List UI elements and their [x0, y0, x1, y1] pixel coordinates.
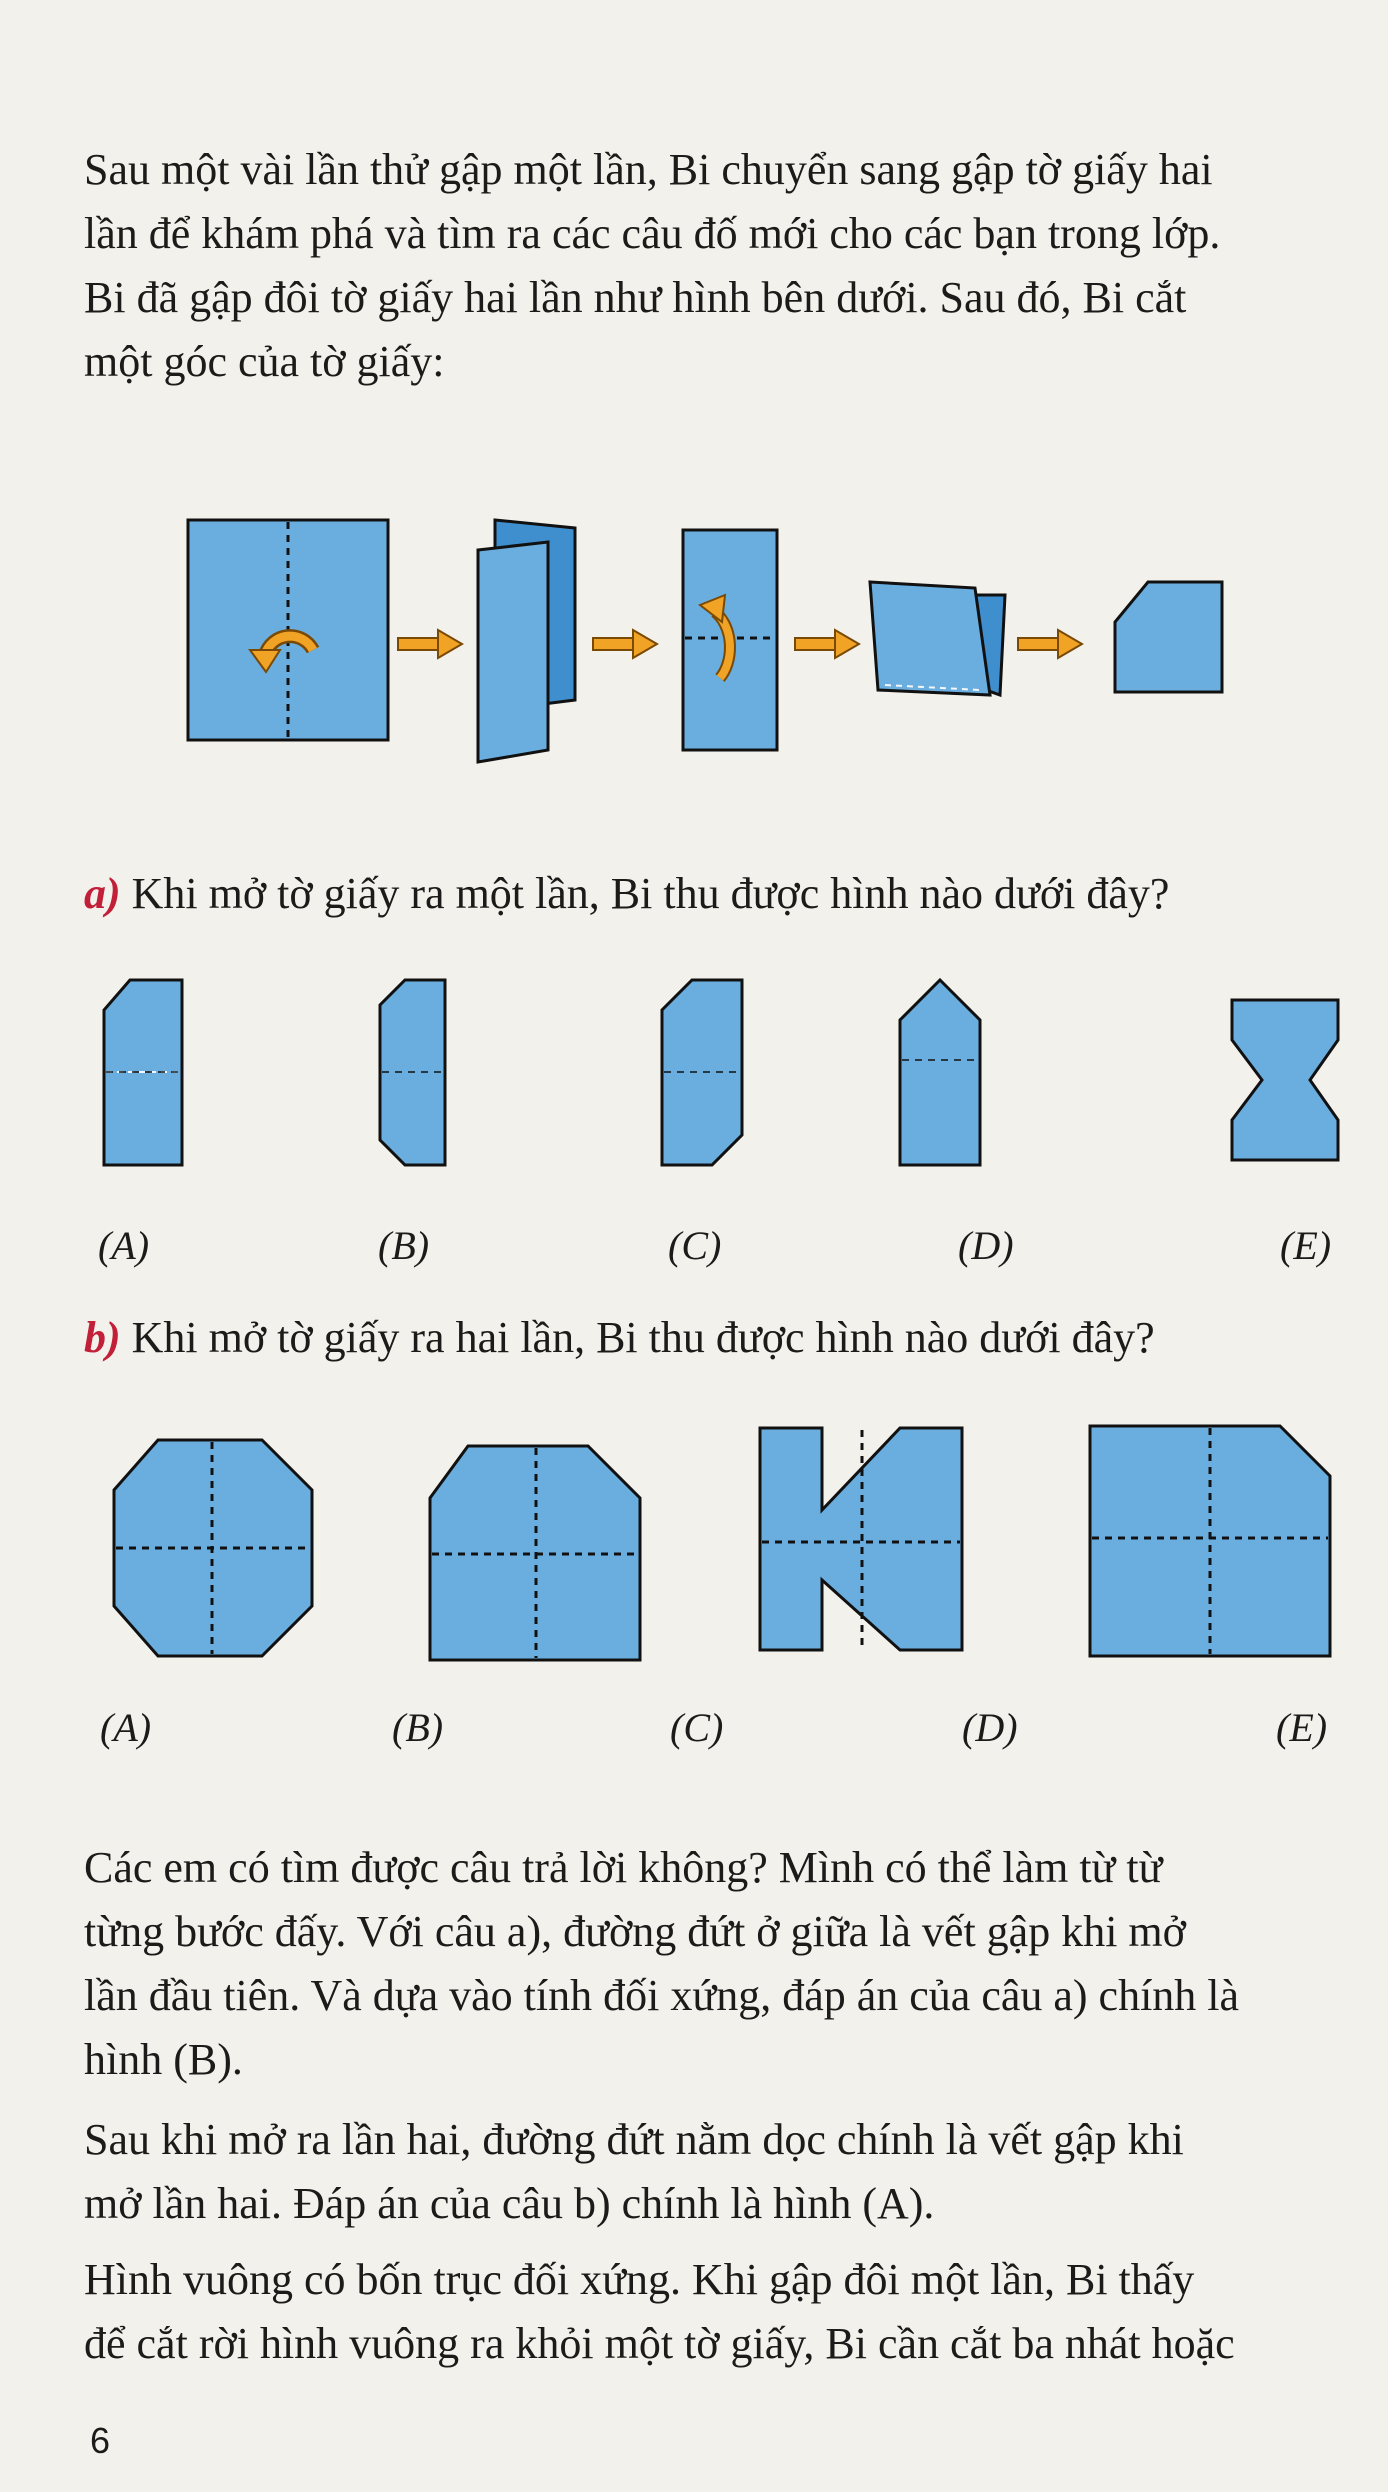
- step-3-strip: [683, 530, 777, 750]
- intro-line-1: Sau một vài lần thử gập một lần, Bi chuyển sang gập tờ giấy hai: [84, 145, 1213, 194]
- answer-paragraph-2: [84, 2108, 1340, 2236]
- answer-line-2: từng bước đấy. Với câu a), đường đứt ở giữa là vết gập khi mở: [84, 1907, 1186, 1956]
- option-b-A-label[interactable]: (A): [100, 1705, 152, 1750]
- question-a-text: Khi mở tờ giấy ra một lần, Bi thu được hình nào dưới đây?: [120, 869, 1170, 918]
- answer-line-8: để cắt rời hình vuông ra khỏi một tờ giấy, Bi cần cắt ba nhát hoặc: [84, 2319, 1235, 2368]
- folding-sequence-figure: [0, 500, 1388, 780]
- answer-line-3: lần đầu tiên. Và dựa vào tính đối xứng, đáp án của câu a) chính là: [84, 1971, 1240, 2020]
- option-b-C-label[interactable]: (C): [670, 1705, 724, 1750]
- step-1-square: [188, 520, 388, 740]
- question-a: [84, 864, 1340, 924]
- option-a-A-shape: [104, 980, 182, 1165]
- option-b-E-label[interactable]: (E): [1276, 1705, 1328, 1750]
- step-2-folded: [478, 520, 575, 762]
- arrow-icon: [593, 630, 657, 658]
- options-a-figure: [0, 960, 1388, 1200]
- answer-paragraph-1: [84, 1836, 1340, 2092]
- option-a-E-shape: [1232, 1000, 1338, 1160]
- intro-line-4: một góc của tờ giấy:: [84, 337, 445, 386]
- option-a-B-label[interactable]: (B): [378, 1223, 430, 1268]
- answer-line-6: mở lần hai. Đáp án của câu b) chính là hình (A).: [84, 2179, 935, 2228]
- answer-line-1: Các em có tìm được câu trả lời không? Mình có thể làm từ từ: [84, 1843, 1163, 1892]
- option-a-E-label[interactable]: (E): [1280, 1223, 1332, 1268]
- option-a-D-label[interactable]: (D): [958, 1223, 1014, 1268]
- option-a-A-label[interactable]: (A): [98, 1223, 150, 1268]
- arrow-icon: [398, 630, 462, 658]
- option-a-D-shape: [900, 980, 980, 1165]
- options-b-figure: [0, 1410, 1388, 1680]
- answer-line-7: Hình vuông có bốn trục đối xứng. Khi gập đôi một lần, Bi thấy: [84, 2255, 1195, 2304]
- answer-line-4: hình (B).: [84, 2035, 243, 2084]
- intro-paragraph: [84, 138, 1340, 394]
- option-b-D-label[interactable]: (D): [962, 1705, 1018, 1750]
- question-b-mark: b): [84, 1313, 121, 1362]
- intro-line-3: Bi đã gập đôi tờ giấy hai lần như hình bên dưới. Sau đó, Bi cắt: [84, 273, 1187, 322]
- arrow-icon: [795, 630, 859, 658]
- intro-line-2: lần để khám phá và tìm ra các câu đố mới cho các bạn trong lớp.: [84, 209, 1221, 258]
- option-b-B-label[interactable]: (B): [392, 1705, 444, 1750]
- option-b-B-shape: [430, 1446, 640, 1660]
- arrow-icon: [1018, 630, 1082, 658]
- option-b-D-shape: [1090, 1426, 1330, 1656]
- option-b-A-shape: [114, 1440, 312, 1656]
- option-b-C-shape: [760, 1428, 962, 1650]
- question-b-text: Khi mở tờ giấy ra hai lần, Bi thu được hình nào dưới đây?: [120, 1313, 1155, 1362]
- question-a-mark: a): [84, 869, 121, 918]
- option-a-B-shape: [380, 980, 445, 1165]
- step-4-folded: [870, 582, 1005, 695]
- option-a-C-shape: [662, 980, 742, 1165]
- page-number: 6: [90, 2420, 111, 2461]
- question-b: [84, 1308, 1340, 1368]
- answer-line-5: Sau khi mở ra lần hai, đường đứt nằm dọc chính là vết gập khi: [84, 2115, 1184, 2164]
- option-a-C-label[interactable]: (C): [668, 1223, 722, 1268]
- answer-paragraph-3: [84, 2248, 1340, 2376]
- step-5-cut: [1115, 582, 1222, 692]
